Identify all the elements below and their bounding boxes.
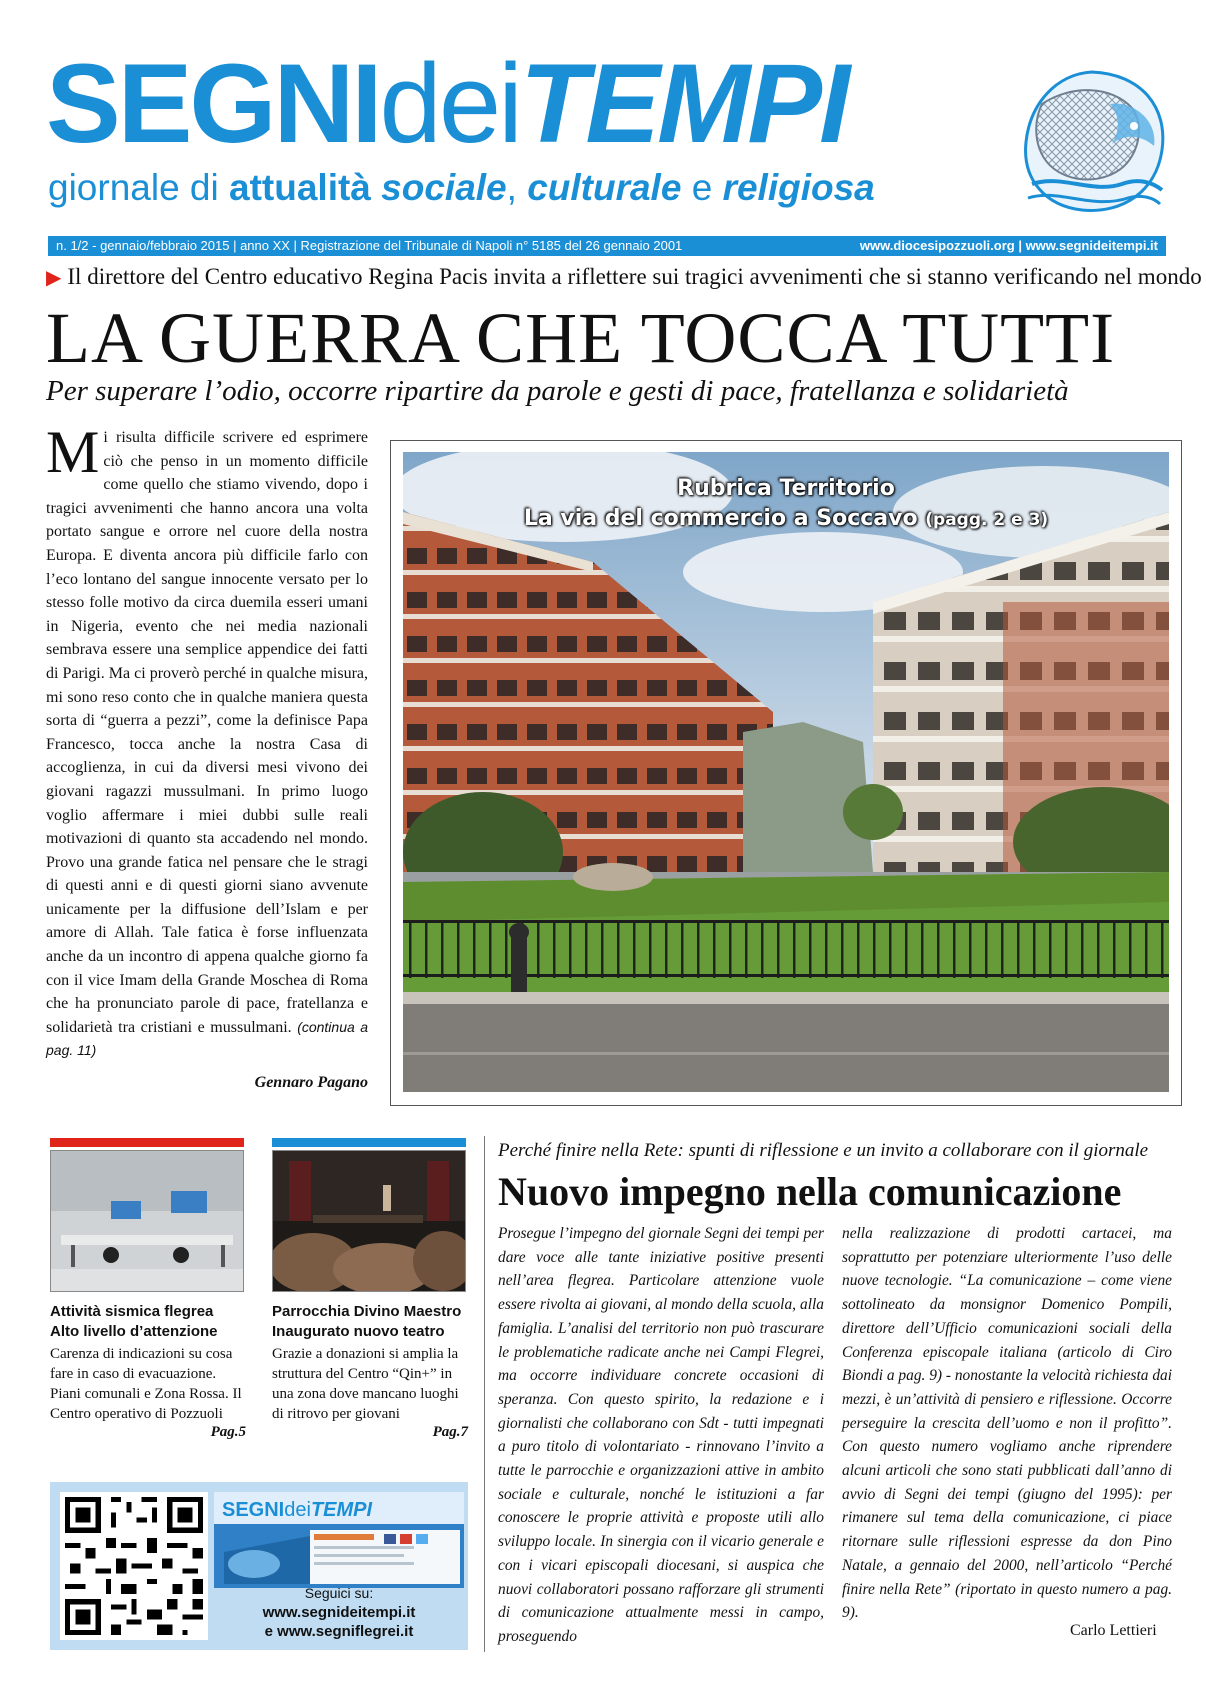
lead-author: Gennaro Pagano bbox=[254, 1074, 368, 1091]
street-photo bbox=[403, 452, 1169, 1092]
comm-column-2: nella realizzazione di prodotti cartacei, ma soprattutto per potenziare ulteriormente l’uso delle nuove tecnologie. “La comunicazione – come viene sottolineato da monsignor Domenico Pompili, direttore dell’Ufficio comunicazioni sociali della Conferenza episcopale italiana (articolo di Ciro Biondi a pag. 9) - nonostante la velocità richiesta dai mezzi, è un’attività di pensiero e riflessione. Occorre perseguire la crescita dell’uomo e non il profitto”. Con questo numero vogliamo anche riprendere alcuni articoli che sono stati pubblicati dall’anno di avvio di Segni dei tempi (giugno del 1995): per rimanere sul tema della comunicazione, ci piace ritornare sulle riflessioni espresse da don Pino Natale, a gennaio del 2000, nell’articolo “Perché finire nella Rete” (riportato in questo numero a pag. 9). bbox=[842, 1225, 1172, 1622]
column-divider bbox=[484, 1136, 485, 1652]
masthead-subtitle bbox=[48, 168, 875, 208]
teaser1-title[interactable] bbox=[50, 1302, 246, 1342]
follow-us bbox=[214, 1584, 464, 1641]
follow-site1[interactable]: www.segnideitempi.it bbox=[262, 1604, 416, 1621]
teaser1-title-line2: Alto livello d’attenzione bbox=[50, 1323, 218, 1340]
comm-author: Carlo Lettieri bbox=[1070, 1622, 1157, 1639]
website-banner[interactable] bbox=[214, 1492, 464, 1588]
teaser2-text: Grazie a donazioni si amplia la struttura del Centro “Qin+” in una zona dove mancano luoghi di ritrovo per giovani bbox=[272, 1346, 459, 1422]
teaser-bar-red bbox=[50, 1138, 244, 1147]
photo-caption[interactable] bbox=[403, 474, 1169, 535]
comm-headline: Nuovo impegno nella comunicazione bbox=[498, 1169, 1122, 1214]
masthead-tempi: TEMPI bbox=[520, 41, 848, 166]
qr-code-icon[interactable] bbox=[60, 1492, 208, 1640]
lead-kicker-text: Il direttore del Centro educativo Regina Pacis invita a riflettere sui tragici avvenimenti che si stanno verificando nel mondo bbox=[67, 264, 1202, 289]
subtitle-part: giornale di bbox=[48, 167, 230, 208]
website-links[interactable]: www.diocesipozzuoli.org | www.segnideitempi.it bbox=[859, 238, 1158, 253]
teaser2-title-line1: Parrocchia Divino Maestro bbox=[272, 1303, 462, 1320]
teaser-bar-blue bbox=[272, 1138, 466, 1147]
teaser2-title[interactable] bbox=[272, 1302, 472, 1342]
red-arrow-icon: ▶ bbox=[46, 267, 62, 289]
fish-logo-icon bbox=[1012, 64, 1172, 224]
teaser1-text: Carenza di indicazioni su cosa fare in caso di evacuazione. Piani comunali e Zona Rossa. Il Centro operativo di Pozzuoli bbox=[50, 1346, 242, 1422]
subtitle-part: culturale bbox=[527, 167, 682, 208]
comm-kicker: Perché finire nella Rete: spunti di riflessione e un invito a collaborare con il giornale bbox=[498, 1140, 1149, 1161]
masthead-segni: SEGNI bbox=[46, 41, 380, 166]
lead-article-body bbox=[46, 419, 368, 1063]
teaser1-title-line1: Attività sismica flegrea bbox=[50, 1303, 214, 1320]
drop-cap: M bbox=[46, 419, 100, 485]
lead-kicker bbox=[46, 262, 1202, 293]
lead-headline: LA GUERRA CHE TOCCA TUTTI bbox=[46, 298, 1116, 378]
caption-line1: Rubrica Territorio bbox=[677, 476, 895, 501]
follow-label: Seguici su: bbox=[304, 1585, 374, 1601]
lead-text: i risulta difficile scrivere ed esprimere ciò che penso in un momento difficile come quello che stiamo vivendo, dopo i tragici avvenimenti che hanno ancora una volta portato sangue e orrore nel cuore della nostra Europa. E diventa ancora più difficile farlo con l’eco lontano del sangue innocente versato per lo stesso folle motivo da circa duemila esseri umani in Nigeria, evento che nei media nazionali sembrava essere una semplice appendice dei fatti di Parigi. Ma ci proverò perché in qualche misura, mi sono reso conto che in qualche maniera questa sorta di “guerra a pezzi”, come la definisce Papa Francesco, tocca anche la nostra Casa di accoglienza, in cui da diversi mesi vivono dei giovani ragazzi mussulmani. In primo luogo voglio affermare i miei dubbi sulle reali motivazioni di quanto sta accadendo nel mondo. Provo una grande fatica nel pensare che le stragi di questi anni e di questi giorni siano avvenute unicamente per la diffusione dell’Islam e per amore di Allah. Tale fatica è forse influenzata anche da un incontro di appena qualche giorno fa con il vice Imam della Grande Moschea di Roma che ha pronunciato parole di pace, fratellanza e solidarietà tra cristiani e mussulmani. bbox=[46, 429, 368, 1036]
teaser2-page[interactable]: Pag.7 bbox=[432, 1424, 468, 1440]
masthead-title bbox=[46, 41, 848, 166]
issue-info: n. 1/2 - gennaio/febbraio 2015 | anno XX | Registrazione del Tribunale di Napoli n° 5185 del 26 gennaio 2001 bbox=[56, 238, 683, 253]
subtitle-part: , bbox=[506, 167, 528, 208]
teaser1-page[interactable]: Pag.5 bbox=[210, 1424, 246, 1440]
subtitle-part: sociale bbox=[381, 167, 507, 208]
teaser2-title-line2: Inaugurato nuovo teatro bbox=[272, 1323, 445, 1340]
continued-note: (continua a pag. 11) bbox=[46, 1018, 368, 1059]
caption-pages: (pagg. 2 e 3) bbox=[925, 510, 1049, 530]
caption-title: La via del commercio a Soccavo bbox=[523, 506, 926, 531]
comm-column-1: Prosegue l’impegno del giornale Segni dei tempi per dare voce alle tante iniziative positive presenti nell’area flegrea. Particolare attenzione vuole essere rivolta ai giovani, al mondo della scuola, alla famiglia. L’analisi del territorio non può trascurare le problematiche radicate anche nei Campi Flegrei, ma occorre individuare concrete occasioni di speranza. Con questo spirito, la redazione e i giornalisti che collaborano con Sdt - tutti impegnati a puro titolo di volontariato - rinnovano l’invito a tutte le parrocchie e organizzazioni attive in ambito sociale e culturale, nonché le istituzioni a far conoscere le proprie attività e proposte utili allo sviluppo locale. In sinergia con il vicario generale e con i vicari episcopali diocesani, si auspica che nuovi collaboratori possano rafforzare gli strumenti di comunicazione attualmente messi in campo, proseguendo bbox=[498, 1225, 824, 1645]
banner-logo: SEGNIdeiTEMPI bbox=[222, 1499, 373, 1521]
lead-subheadline: Per superare l’odio, occorre ripartire da parole e gesti di pace, fratellanza e solidarietà bbox=[46, 375, 1069, 407]
subtitle-part: attualità bbox=[229, 167, 382, 208]
issue-info-bar bbox=[48, 236, 1166, 256]
caption-line2 bbox=[403, 504, 1169, 535]
subtitle-part: e bbox=[681, 167, 723, 208]
subtitle-part: religiosa bbox=[722, 167, 875, 208]
masthead-dei: dei bbox=[379, 41, 520, 166]
teaser-photo-theatre bbox=[272, 1150, 466, 1292]
follow-site2[interactable]: e www.segniflegrei.it bbox=[264, 1623, 414, 1640]
teaser-photo-control-room bbox=[50, 1150, 244, 1292]
